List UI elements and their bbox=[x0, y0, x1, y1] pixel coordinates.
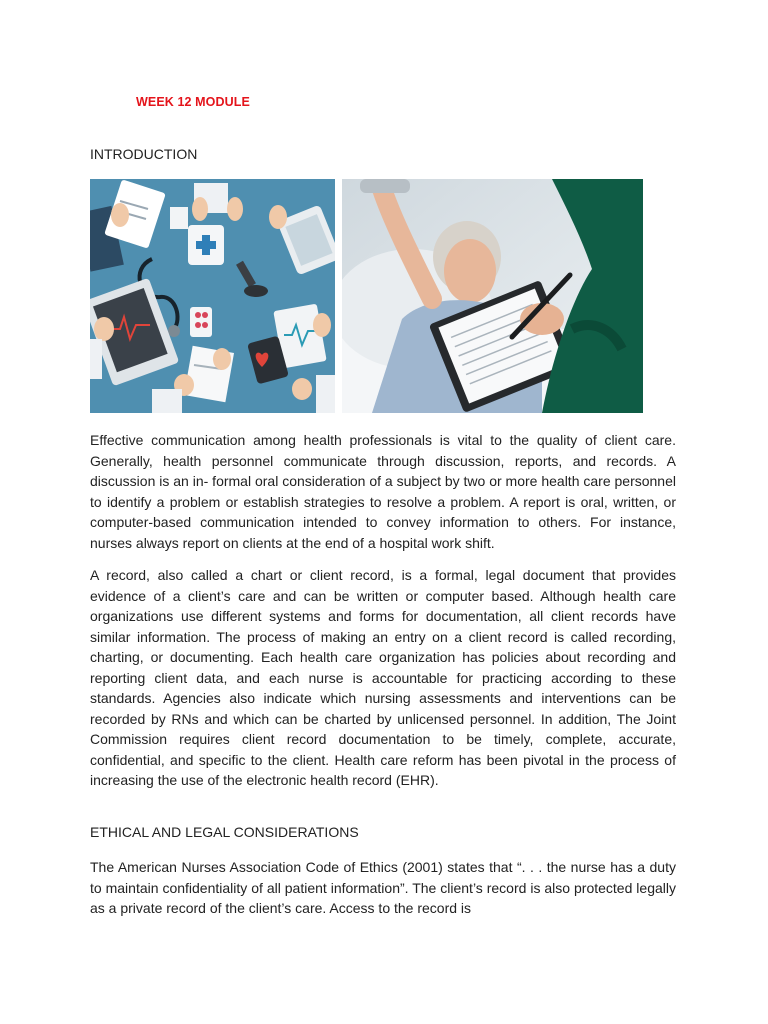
nurse-charting-photo bbox=[342, 179, 643, 413]
ethical-legal-heading: ETHICAL AND LEGAL CONSIDERATIONS bbox=[90, 824, 359, 840]
medical-team-illustration bbox=[90, 179, 335, 413]
introduction-heading: INTRODUCTION bbox=[90, 146, 198, 162]
paragraph-communication: Effective communication among health professionals is vital to the quality of client care. Generally, health personnel communicate through discussion, reports, and records. A discussion is an in- formal oral consideration of a subject by two or more health care personnel to identify a problem or establish strategies to resolve a problem. A report is oral, written, or computer-based communication intended to convey information to others. For instance, nurses always report on clients at the end of a hospital work shift. bbox=[90, 432, 676, 551]
paragraph-ethics: The American Nurses Association Code of Ethics (2001) states that “. . . the nurse has a duty to maintain confidentiality of all patient information”. The client’s record is also protected legally as a private record of the client’s care. Access to the record is bbox=[90, 859, 676, 916]
paragraph-client-record: A record, also called a chart or client record, is a formal, legal document that provides evidence of a client’s care and can be written or computer based. Although health care organizations use different systems and forms for documentation, all client records have similar information. The process of making an entry on a client record is called recording, charting, or documenting. Each health care organization has policies about recording and reporting client data, and each nurse is accountable for practicing according to these standards. Agencies also indicate which nursing assessments and interventions can be recorded by RNs and which can be charted by unlicensed personnel. In addition, The Joint Commission requires client record documentation to be timely, complete, accurate, confidential, and specific to the client. Health care reform has been pivotal in the process of increasing the use of the electronic health record (EHR). bbox=[90, 567, 676, 788]
module-title: WEEK 12 MODULE bbox=[136, 95, 250, 109]
